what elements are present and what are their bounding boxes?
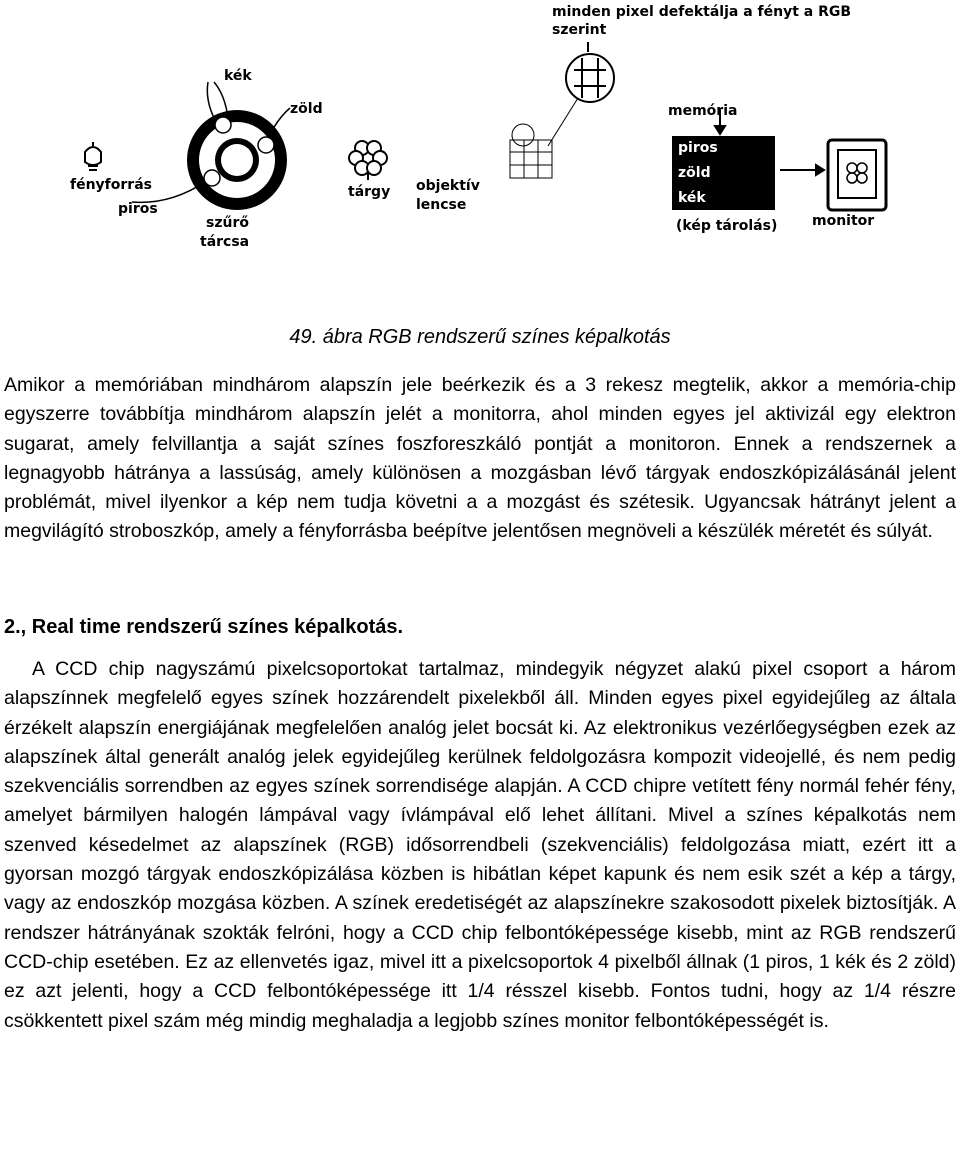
object-icon xyxy=(349,141,387,180)
memory-block xyxy=(672,136,775,210)
diagram-graphics xyxy=(0,0,960,280)
label-monitor: monitor xyxy=(812,213,875,229)
top-note-line2: szerint xyxy=(552,22,607,38)
label-filter-line2: tárcsa xyxy=(200,234,250,250)
rgb-imaging-diagram xyxy=(0,0,960,280)
paragraph-1: Amikor a memóriában mindhárom alapszín jele beérkezik és a 3 rekesz megtelik, akkor a memória-chip egyszerre továbbítja mindhárom alapszín jelét a monitorra, ahol minden egyes jel aktivizál egy elektron sugarat, amely felvillantja a saját színes foszforeszkáló pontját a monitoron. Ennek a rendszernek a legnagyobb hátránya a lassúság, amely különösen a mozgásban lévő tárgyak endoszkópizálásánál jelent problémát, mivel ilyenkor a kép nem tudja követni a a mozgást és szétesik. Ugyancsak hátrányt jelent a megvilágító stroboszkóp, amely a fényforrásba beépítve jelentősen megnöveli a készülék méretét és súlyát. xyxy=(4,374,956,543)
label-memory: memória xyxy=(668,103,738,119)
filter-disc-icon xyxy=(187,110,287,210)
memory-item-green: zöld xyxy=(678,165,711,181)
pixel-circle-icon xyxy=(566,54,614,102)
figure-caption: 49. ábra RGB rendszerű színes képalkotás xyxy=(289,326,671,348)
label-objective-line1: objektív xyxy=(416,178,480,194)
paragraph-2: A CCD chip nagyszámú pixelcsoportokat tartalmaz, mindegyik négyzet alakú pixel csoport a három alapszínnek megfelelő egyes színek hozzárendelt pixelekből áll. Minden egyes pixel egyidejűleg az általa érzékelt alapszín energiájának megfelelően analóg jelet bocsát ki. Az elektronikus vezérlőegységben ezek az alapszínek által generált analóg jelek egyidejűleg kerülnek feldolgozásra kompozit videojellé, és nem pedig szekvenciális sorrendben az egyes színek sorrendisége alapján. A CCD chipre vetített fény normál fehér fény, amelyet bármilyen halogén lámpával vagy ívlámpával elő lehet állítani. Mivel a színes képalkotás nem szenved késedelmet az alapszínek (RGB) idősorrendbeli (szekvenciális) feldolgozása miatt, ezért itt a gyorsan mozgó tárgyak endoszkópizálása közben is hibátlan képet kapunk és nem esik szét a kép a tárgy, vagy az endoszkóp mozgása közben. A színek eredetiségét az alapszínekre szakosodott pixelek biztosítják. A rendszer hátrányának szokták felróni, hogy a CCD chip felbontóképessége kisebb, mint az RGB rendszerű CCD-chip esetében. Ez az ellenvetés igaz, mivel itt a pixelcsoportok 4 pixelből állnak (1 piros, 1 kék és 2 zöld) ez azt jelenti, hogy a CCD felbontóképessége itt 1/4 résszel kisebb. Fontos tudni, hogy az 1/4 részre csökkentett pixel szám még mindig meghaladja a legjobb színes monitor felbontóképességét is. xyxy=(4,658,956,1032)
top-note-line1: minden pixel defektálja a fényt a RGB xyxy=(552,4,852,20)
section-heading: 2., Real time rendszerű színes képalkotás. xyxy=(4,616,404,638)
label-filter-line1: szűrő xyxy=(206,215,249,231)
grid-connector-line xyxy=(548,98,578,146)
label-light-source: fényforrás xyxy=(70,177,152,193)
memory-item-red: piros xyxy=(678,140,718,156)
monitor-icon xyxy=(828,140,886,210)
label-green: zöld xyxy=(290,101,323,117)
label-image-storage: (kép tárolás) xyxy=(676,218,778,234)
light-bulb-icon xyxy=(85,142,101,170)
lens-pixel-grid-icon xyxy=(510,124,552,178)
memory-item-blue: kék xyxy=(678,190,706,206)
label-objective-line2: lencse xyxy=(416,197,467,213)
label-blue: kék xyxy=(224,68,252,84)
label-red: piros xyxy=(118,201,158,217)
label-object: tárgy xyxy=(348,184,391,200)
